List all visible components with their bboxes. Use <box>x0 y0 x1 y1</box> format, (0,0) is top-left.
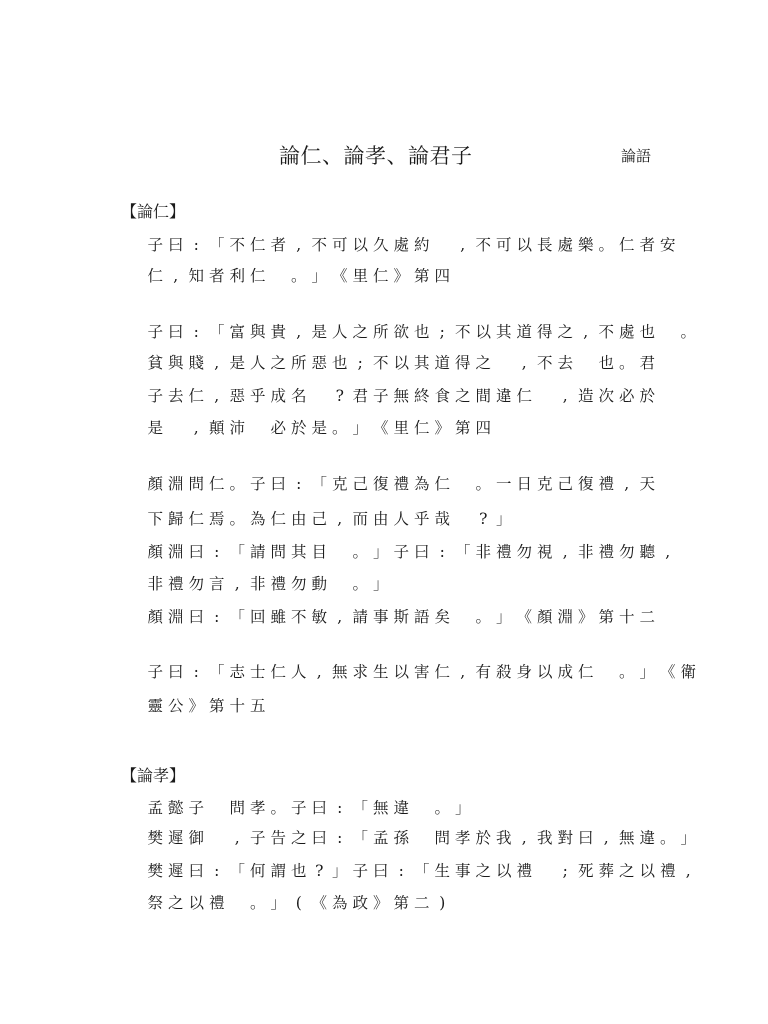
text-line: 子 曰 : 「 不 仁 者 , 不 可 以 久 處 約 , 不 可 以 長 處 樂 。 仁 者 安 <box>147 236 676 254</box>
text-line: 貧 與 賤 , 是 人 之 所 惡 也 ; 不 以 其 道 得 之 , 不 去 也 。 君 <box>147 354 655 372</box>
text-line: 子 去 仁 , 惡 乎 成 名 ? 君 子 無 終 食 之 間 違 仁 , 造 次 必 於 <box>147 387 655 405</box>
text-line: 非 禮 勿 言 , 非 禮 勿 動 。 」 <box>147 575 389 593</box>
text-line: 顏 淵 曰 : 「 請 問 其 目 。 」 子 曰 : 「 非 禮 勿 視 , 非 禮 勿 聽 , <box>147 543 671 561</box>
document-title: 論仁、論孝、論君子 <box>279 144 473 168</box>
source-label: 論語 <box>621 147 652 165</box>
text-line: 祭 之 以 禮 。 」 ( 《 為 政 》 第 二 ) <box>147 894 446 912</box>
text-line: 顏 淵 問 仁 。 子 曰 : 「 克 己 復 禮 為 仁 。 一 日 克 己 復 禮 , 天 <box>147 475 655 493</box>
text-line: 仁 , 知 者 利 仁 。 」 《 里 仁 》 第 四 <box>147 267 450 285</box>
text-line: 子 曰 : 「 富 與 貴 , 是 人 之 所 欲 也 ; 不 以 其 道 得 之 , 不 處 也 。 <box>147 323 696 341</box>
text-line: 孟 懿 子 問 孝 。 子 曰 : 「 無 違 。 」 <box>147 799 471 817</box>
section-heading-ren: 【論仁】 <box>121 202 186 221</box>
text-line: 下 歸 仁 焉 。 為 仁 由 己 , 而 由 人 乎 哉 ? 」 <box>147 510 512 528</box>
text-line: 靈 公 》 第 十 五 <box>147 697 266 715</box>
text-line: 樊 遲 御 , 子 告 之 曰 : 「 孟 孫 問 孝 於 我 , 我 對 曰 , 無 違 。 」 <box>147 829 696 847</box>
text-line: 樊 遲 曰 : 「 何 謂 也 ? 」 子 曰 : 「 生 事 之 以 禮 ; 死 葬 之 以 禮 , <box>147 862 691 880</box>
text-line: 顏 淵 曰 : 「 回 雖 不 敏 , 請 事 斯 語 矣 。 」 《 顏 淵 》 第 十 二 <box>147 608 655 626</box>
section-heading-xiao: 【論孝】 <box>121 766 186 785</box>
text-line: 是 , 顛 沛 必 於 是 。 」 《 里 仁 》 第 四 <box>147 419 491 437</box>
text-line: 子 曰 : 「 志 士 仁 人 , 無 求 生 以 害 仁 , 有 殺 身 以 成 仁 。 」 《 衛 <box>147 663 696 681</box>
